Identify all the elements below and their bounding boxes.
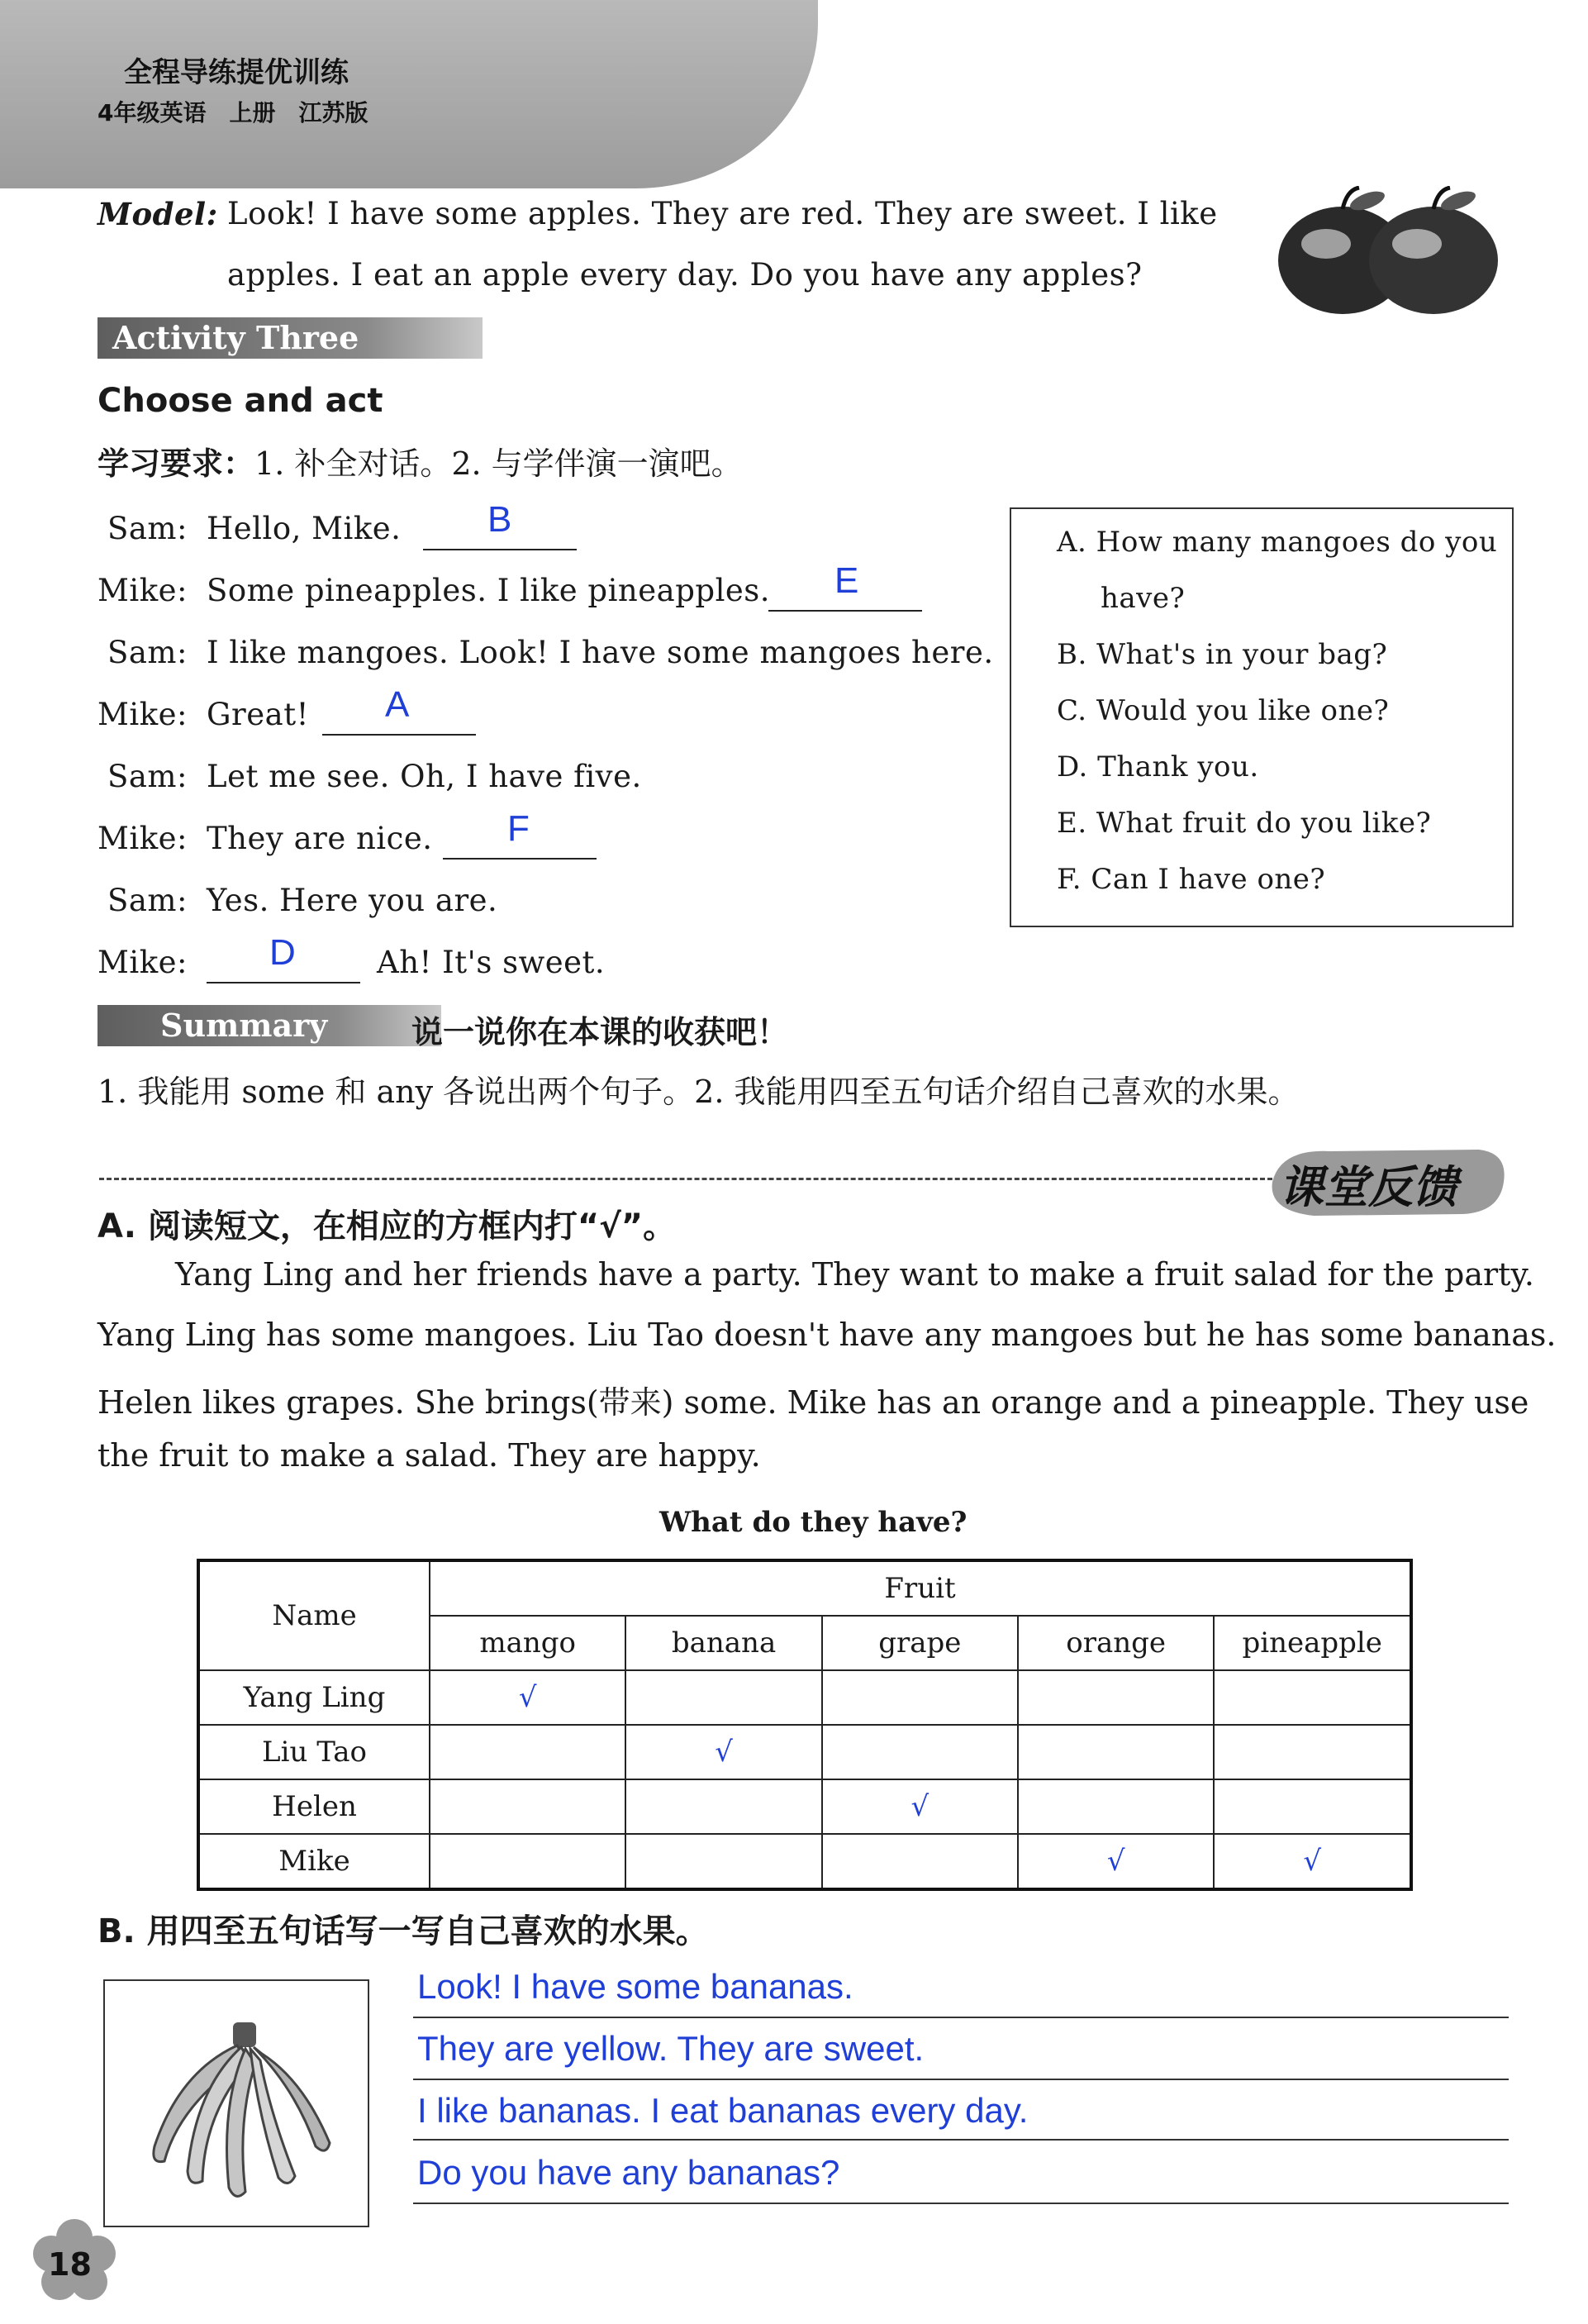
activity-label: Activity Three [97,317,483,359]
option-d: D. Thank you. [1057,750,1259,783]
check-cell[interactable] [430,1834,625,1889]
written-sentence: They are yellow. They are sweet. [417,2029,925,2068]
handwritten-answer: D [269,932,296,973]
check-cell[interactable] [1214,1725,1411,1779]
dialogue-speaker: Sam: [107,635,188,670]
dialogue-line: I like mangoes. Look! I have some mangoes here. [207,635,994,670]
fruit-column-header: grape [822,1616,1018,1670]
option-a: A. How many mangoes do you [1057,526,1498,559]
check-cell[interactable] [625,1834,821,1889]
option-c: C. Would you like one? [1057,694,1390,727]
row-name: Helen [198,1779,430,1834]
check-cell[interactable] [822,1670,1018,1725]
header-band [0,0,818,188]
dialogue-speaker: Sam: [107,883,188,918]
writing-line[interactable] [413,2203,1509,2204]
option-e: E. What fruit do you like? [1057,807,1432,840]
dialogue-speaker: Mike: [97,573,188,608]
book-subtitle: 4年级英语 上册 江苏版 [97,99,368,126]
passage-line-4: the fruit to make a salad. They are happy. [97,1437,761,1474]
row-name: Yang Ling [198,1670,430,1725]
feedback-badge: 课堂反馈 [1279,1161,1457,1213]
dialogue-speaker: Sam: [107,759,188,794]
writing-line[interactable] [413,2079,1509,2080]
dialogue-speaker: Sam: [107,511,188,546]
requirement-label: 学习要求： [97,445,255,482]
fruit-header: Fruit [430,1560,1411,1616]
check-cell[interactable] [822,1725,1018,1779]
fruit-column-header: orange [1018,1616,1214,1670]
handwritten-answer: B [487,499,512,540]
requirement-text: 1. 补全对话。2. 与学伴演一演吧。 [254,445,743,482]
fruit-column-header: banana [625,1616,821,1670]
answer-blank[interactable] [322,732,476,736]
summary-prompt: 说一说你在本课的收获吧！ [411,1014,789,1050]
row-name: Mike [198,1834,430,1889]
option-b: B. What's in your bag? [1057,638,1388,671]
section-divider [99,1178,1272,1180]
check-cell[interactable] [625,1670,821,1725]
check-cell[interactable] [430,1725,625,1779]
dialogue-line: They are nice. [207,821,433,856]
passage-line-2: Yang Ling has some mangoes. Liu Tao doesn't have any mangoes but he has some bananas. [97,1317,1557,1353]
dialogue-line: Let me see. Oh, I have five. [207,759,642,794]
check-cell[interactable] [430,1779,625,1834]
written-sentence: Look! I have some bananas. [417,1967,853,2006]
dialogue-line: Some pineapples. I like pineapples. [207,573,771,608]
dialogue-line: Hello, Mike. [207,511,402,546]
check-cell[interactable] [1018,1725,1214,1779]
table-title: What do they have? [659,1506,968,1539]
dialogue-line: Yes. Here you are. [207,883,498,918]
dialogue-speaker: Mike: [97,945,188,980]
passage-line-3: Helen likes grapes. She brings(带来) some. Mike has an orange and a pineapple. They use [97,1384,1529,1421]
row-name: Liu Tao [198,1725,430,1779]
page-number: 18 [48,2246,92,2283]
check-cell[interactable] [625,1779,821,1834]
check-cell[interactable]: √ [430,1670,625,1725]
check-cell[interactable] [1018,1779,1214,1834]
summary-label: Summary [97,1005,441,1046]
check-cell[interactable] [1018,1670,1214,1725]
check-cell[interactable] [1214,1779,1411,1834]
table-row [198,1670,1411,1725]
model-line-2: apples. I eat an apple every day. Do you have any apples? [227,257,1143,293]
dialogue-line: Great! [207,697,309,732]
handwritten-answer: A [385,684,410,725]
check-cell[interactable] [1214,1670,1411,1725]
table-row [198,1834,1411,1889]
fruit-column-header: pineapple [1214,1616,1411,1670]
part-a-title: A. 阅读短文，在相应的方框内打“√”。 [97,1207,677,1245]
dialogue-speaker: Mike: [97,697,188,732]
fruit-column-header: mango [430,1616,625,1670]
model-label: Model: [97,196,218,232]
check-cell[interactable]: √ [625,1725,821,1779]
answer-blank[interactable] [423,547,577,550]
apples-illustration [1264,186,1512,318]
dialogue-speaker: Mike: [97,821,188,856]
answer-blank[interactable] [443,856,597,860]
check-cell[interactable]: √ [1214,1834,1411,1889]
summary-text: 1. 我能用 some 和 any 各说出两个句子。2. 我能用四至五句话介绍自己喜欢的水果。 [97,1074,1300,1110]
table-row [198,1725,1411,1779]
options-box [1010,507,1514,927]
answer-blank[interactable] [207,980,360,983]
name-header: Name [198,1560,430,1670]
answer-blank[interactable] [768,608,922,612]
activity-title: Choose and act [97,382,383,420]
writing-line[interactable] [413,2139,1509,2141]
option-a-cont: have? [1101,582,1186,615]
check-cell[interactable] [822,1834,1018,1889]
book-title: 全程导练提优训练 [124,56,349,89]
writing-line[interactable] [413,2017,1509,2018]
banana-picture-frame [103,1979,369,2227]
check-cell[interactable]: √ [822,1779,1018,1834]
dialogue-line: Ah! It's sweet. [377,945,606,980]
handwritten-answer: F [507,808,530,849]
part-b-title: B. 用四至五句话写一写自己喜欢的水果。 [97,1912,709,1950]
banana-icon [105,1981,368,2226]
table-row [198,1779,1411,1834]
check-cell[interactable]: √ [1018,1834,1214,1889]
fruit-table [197,1559,1413,1891]
written-sentence: I like bananas. I eat bananas every day. [417,2091,1029,2130]
model-line-1: Look! I have some apples. They are red. They are sweet. I like [227,196,1218,231]
handwritten-answer: E [834,560,859,601]
option-f: F. Can I have one? [1057,863,1326,896]
written-sentence: Do you have any bananas? [417,2153,840,2192]
passage-line-1: Yang Ling and her friends have a party. They want to make a fruit salad for the party. [175,1256,1534,1293]
